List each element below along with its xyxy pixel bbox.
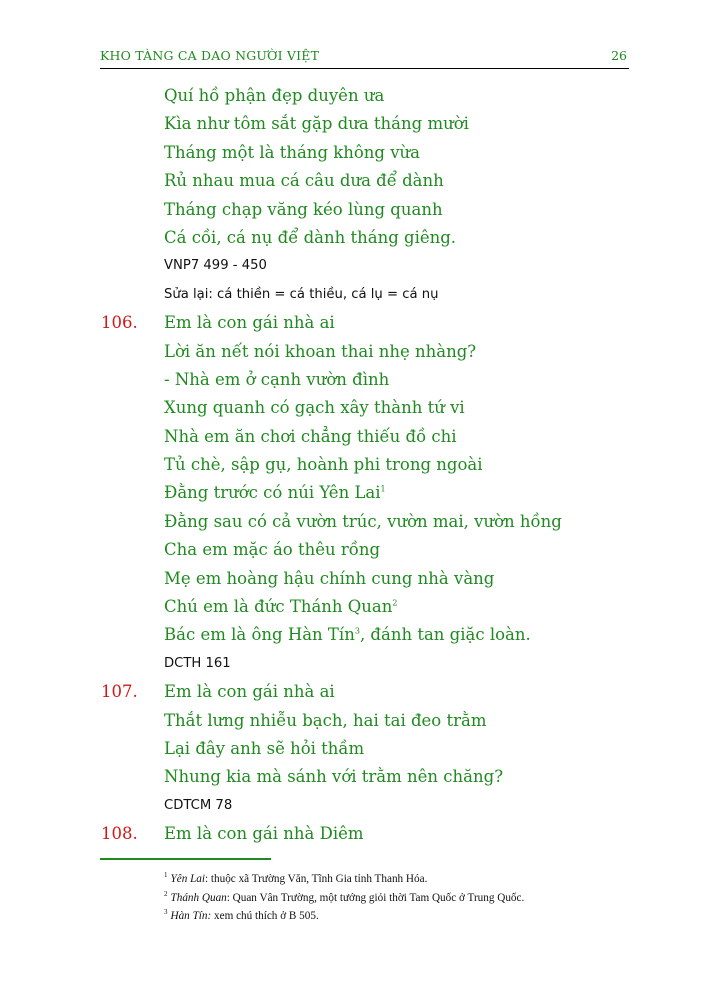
- footnotes: [164, 870, 644, 926]
- verse-line: 108. Em là con gái nhà Diêm: [0, 820, 702, 848]
- verse-line: Cá cồi, cá nụ để dành tháng giêng.: [164, 227, 457, 247]
- source-reference: DCTH 161: [164, 655, 231, 671]
- correction-note: Sửa lại: cá thiền = cá thiều, cá lụ = cá nụ: [164, 286, 439, 302]
- footnote: $^1$ Yên Lai: thuộc xã Trường Văn, Tĩnh Gia tỉnh Thanh Hóa.: [164, 871, 428, 885]
- verse-line: Bác em là ông Hàn Tín$^3$, đánh tan giặc loàn.: [164, 625, 531, 645]
- source-reference: VNP7 499 - 450: [164, 258, 267, 274]
- footnote: $^3$ Hàn Tín: xem chú thích ở B 505.: [164, 908, 319, 922]
- verse-line: Rủ nhau mua cá câu dưa để dành: [164, 171, 444, 191]
- page-number: 26: [611, 48, 627, 63]
- page-header: [100, 48, 629, 69]
- verse-line: Lời ăn nết nói khoan thai nhẹ nhàng?: [164, 341, 477, 361]
- book-title: KHO TÀNG CA DAO NGƯỜI VIỆT: [100, 48, 320, 63]
- verse-line: Nhung kia mà sánh với trằm nên chăng?: [164, 767, 504, 787]
- footnote-ref: 2: [392, 598, 398, 608]
- verse-line: Xung quanh có gạch xây thành tứ vi: [164, 398, 465, 418]
- source-reference: CDTCM 78: [164, 797, 233, 813]
- verse-line: - Nhà em ở cạnh vườn đình: [164, 369, 390, 389]
- footnote: $^2$ Thánh Quan: Quan Vân Trường, một tướng giỏi thời Tam Quốc ở Trung Quốc.: [164, 889, 525, 904]
- entry-number: 108.: [101, 824, 138, 844]
- footnote-ref: 1: [380, 484, 386, 494]
- verse-line: 107. Em là con gái nhà ai: [0, 678, 702, 706]
- verse-line: Tủ chè, sập gụ, hoành phi trong ngoài: [164, 455, 483, 475]
- verse-line: Mẹ em hoàng hậu chính cung nhà vàng: [164, 568, 495, 588]
- verse-line: Tháng chạp văng kéo lùng quanh: [164, 199, 443, 219]
- verse-line: 106. Em là con gái nhà ai: [0, 309, 702, 337]
- verse-line: Thắt lưng nhiễu bạch, hai tai đeo trằm: [164, 710, 487, 730]
- verse-line: Đằng sau có cả vườn trúc, vườn mai, vườn hồng: [164, 511, 562, 531]
- footnote-ref: 3: [354, 626, 360, 636]
- poem-body: [0, 82, 702, 849]
- verse-line: Kìa như tôm sắt gặp dưa tháng mười: [164, 114, 469, 134]
- verse-line: Chú em là đức Thánh Quan$^2$: [164, 597, 398, 617]
- verse-line: Nhà em ăn chơi chẳng thiếu đồ chi: [164, 426, 457, 446]
- verse-line: Cha em mặc áo thêu rồng: [164, 540, 381, 560]
- verse-line: Tháng một là tháng không vừa: [164, 142, 421, 162]
- entry-number: 107.: [101, 682, 138, 702]
- verse-line: Lại đây anh sẽ hỏi thầm: [164, 738, 365, 758]
- footnote-divider: [100, 858, 271, 860]
- verse-line: Đằng trước có núi Yên Lai$^1$: [164, 483, 386, 503]
- entry-number: 106.: [101, 313, 138, 333]
- verse-line: Quí hồ phận đẹp duyên ưa: [164, 86, 385, 105]
